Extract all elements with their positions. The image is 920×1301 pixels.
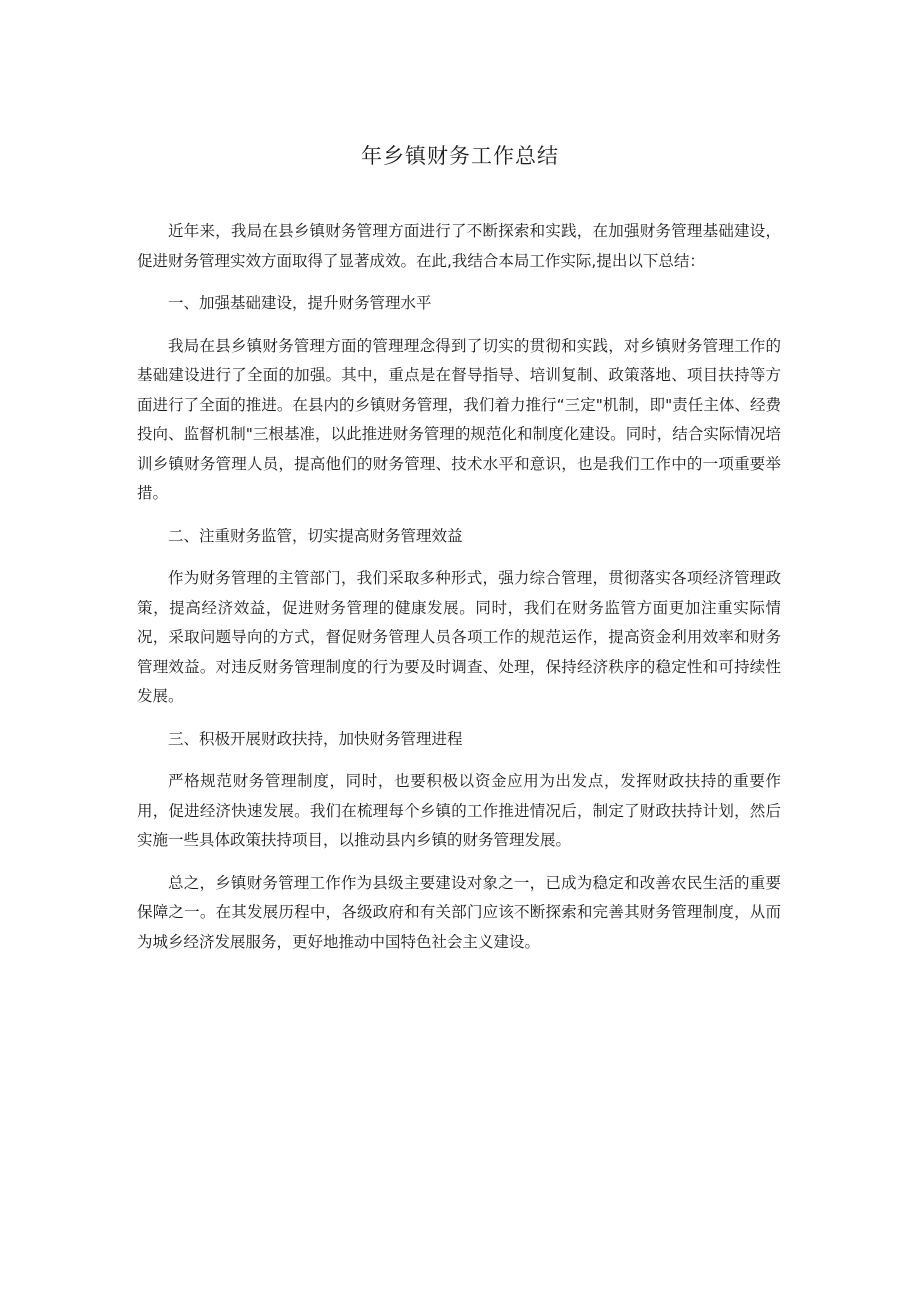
section-2-paragraph: 作为财务管理的主管部门，我们采取多种形式，强力综合管理，贯彻落实各项经济管理政策，提高经济效益，促进财务管理的健康发展。同时，我们在财务监管方面更加注重实际情况，采取问题导向的方式，督促财务管理人员各项工作的规范运作，提高资金利用效率和财务管理效益。对违反财务管理制度的行为要及时调查、处理，保持经济秩序的稳定性和可持续性发展。 [137, 569, 781, 705]
section-3-paragraph: 严格规范财务管理制度，同时，也要积极以资金应用为出发点，发挥财政扶持的重要作用，促进经济快速发展。我们在梳理每个乡镇的工作推进情况后，制定了财政扶持计划，然后实施一些具体政策扶持项目，以推动县内乡镇的财务管理发展。 [137, 772, 781, 849]
section-heading-2: 二、注重财务监管，切实提高财务管理效益 [168, 526, 463, 545]
section-heading-3: 三、积极开展财政扶持，加快财务管理进程 [168, 729, 463, 748]
document-title: 年乡镇财务工作总结 [361, 144, 559, 168]
intro-paragraph: 近年来，我局在县乡镇财务管理方面进行了不断探索和实践，在加强财务管理基础建设，促进财务管理实效方面取得了显著成效。在此,我结合本局工作实际,提出以下总结： [137, 222, 781, 270]
section-heading-1: 一、加强基础建设，提升财务管理水平 [168, 294, 432, 312]
section-1-paragraph: 我局在县乡镇财务管理方面的管理理念得到了切实的贯彻和实践，对乡镇财务管理工作的基础建设进行了全面的加强。其中，重点是在督导指导、培训复制、政策落地、项目扶持等方面进行了全面的推进。在县内的乡镇财务管理，我们着力推行“三定"机制，即"责任主体、经费投向、监督机制"三根基准，以此推进财务管理的规范化和制度化建设。同时，结合实际情况培训乡镇财务管理人员，提高他们的财务管理、技术水平和意识，也是我们工作中的一项重要举措。 [137, 336, 781, 502]
document-body [137, 217, 781, 957]
conclusion-paragraph: 总之，乡镇财务管理工作作为县级主要建设对象之一，已成为稳定和改善农民生活的重要保障之一。在其发展历程中，各级政府和有关部门应该不断探索和完善其财务管理制度，从而为城乡经济发展服务，更好地推动中国特色社会主义建设。 [137, 873, 781, 951]
